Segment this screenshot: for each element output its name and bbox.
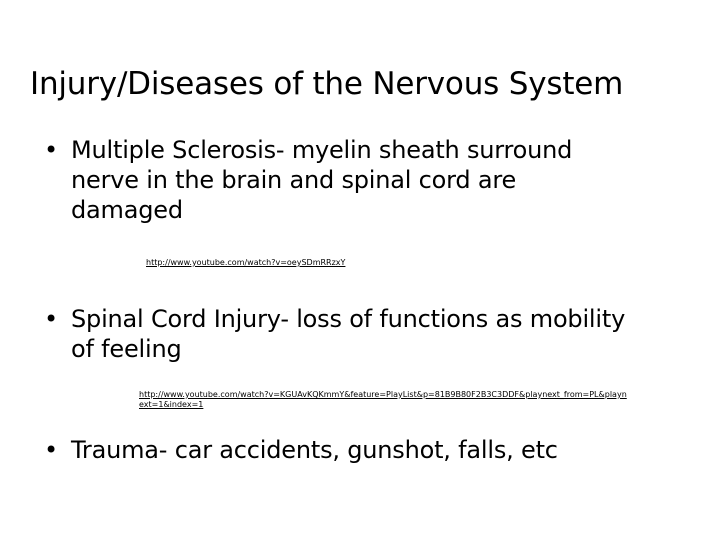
bullet-text-line: Spinal Cord Injury- loss of functions as mobility — [71, 305, 626, 333]
bullet-text-line: Trauma- car accidents, gunshot, falls, etc — [71, 436, 558, 464]
bullet-icon: • — [44, 305, 59, 333]
bullet-item-multiple-sclerosis — [44, 135, 572, 225]
slide-title: Injury/Diseases of the Nervous System — [30, 66, 624, 102]
link-line[interactable]: http://www.youtube.com/watch?v=KGUAvKQKmmY&feature=PlayList&p=81B9B80F2B3C3DDF&playnext_from=PL&playn — [139, 390, 627, 399]
youtube-link-spinal-cord-injury[interactable] — [139, 390, 627, 410]
bullet-icon: • — [44, 436, 59, 464]
bullet-text — [71, 135, 572, 225]
bullet-text-line: damaged — [71, 196, 183, 224]
youtube-link-multiple-sclerosis[interactable]: http://www.youtube.com/watch?v=oeySDmRRzxY — [146, 258, 346, 267]
bullet-text-line: of feeling — [71, 335, 182, 363]
link-line[interactable]: ext=1&index=1 — [139, 400, 204, 409]
bullet-icon: • — [44, 136, 59, 164]
bullet-item-trauma — [44, 435, 558, 465]
bullet-item-spinal-cord-injury — [44, 304, 625, 364]
bullet-text-line: nerve in the brain and spinal cord are — [71, 166, 517, 194]
bullet-text — [71, 304, 625, 364]
bullet-text-line: Multiple Sclerosis- myelin sheath surround — [71, 136, 573, 164]
bullet-text — [71, 435, 558, 465]
